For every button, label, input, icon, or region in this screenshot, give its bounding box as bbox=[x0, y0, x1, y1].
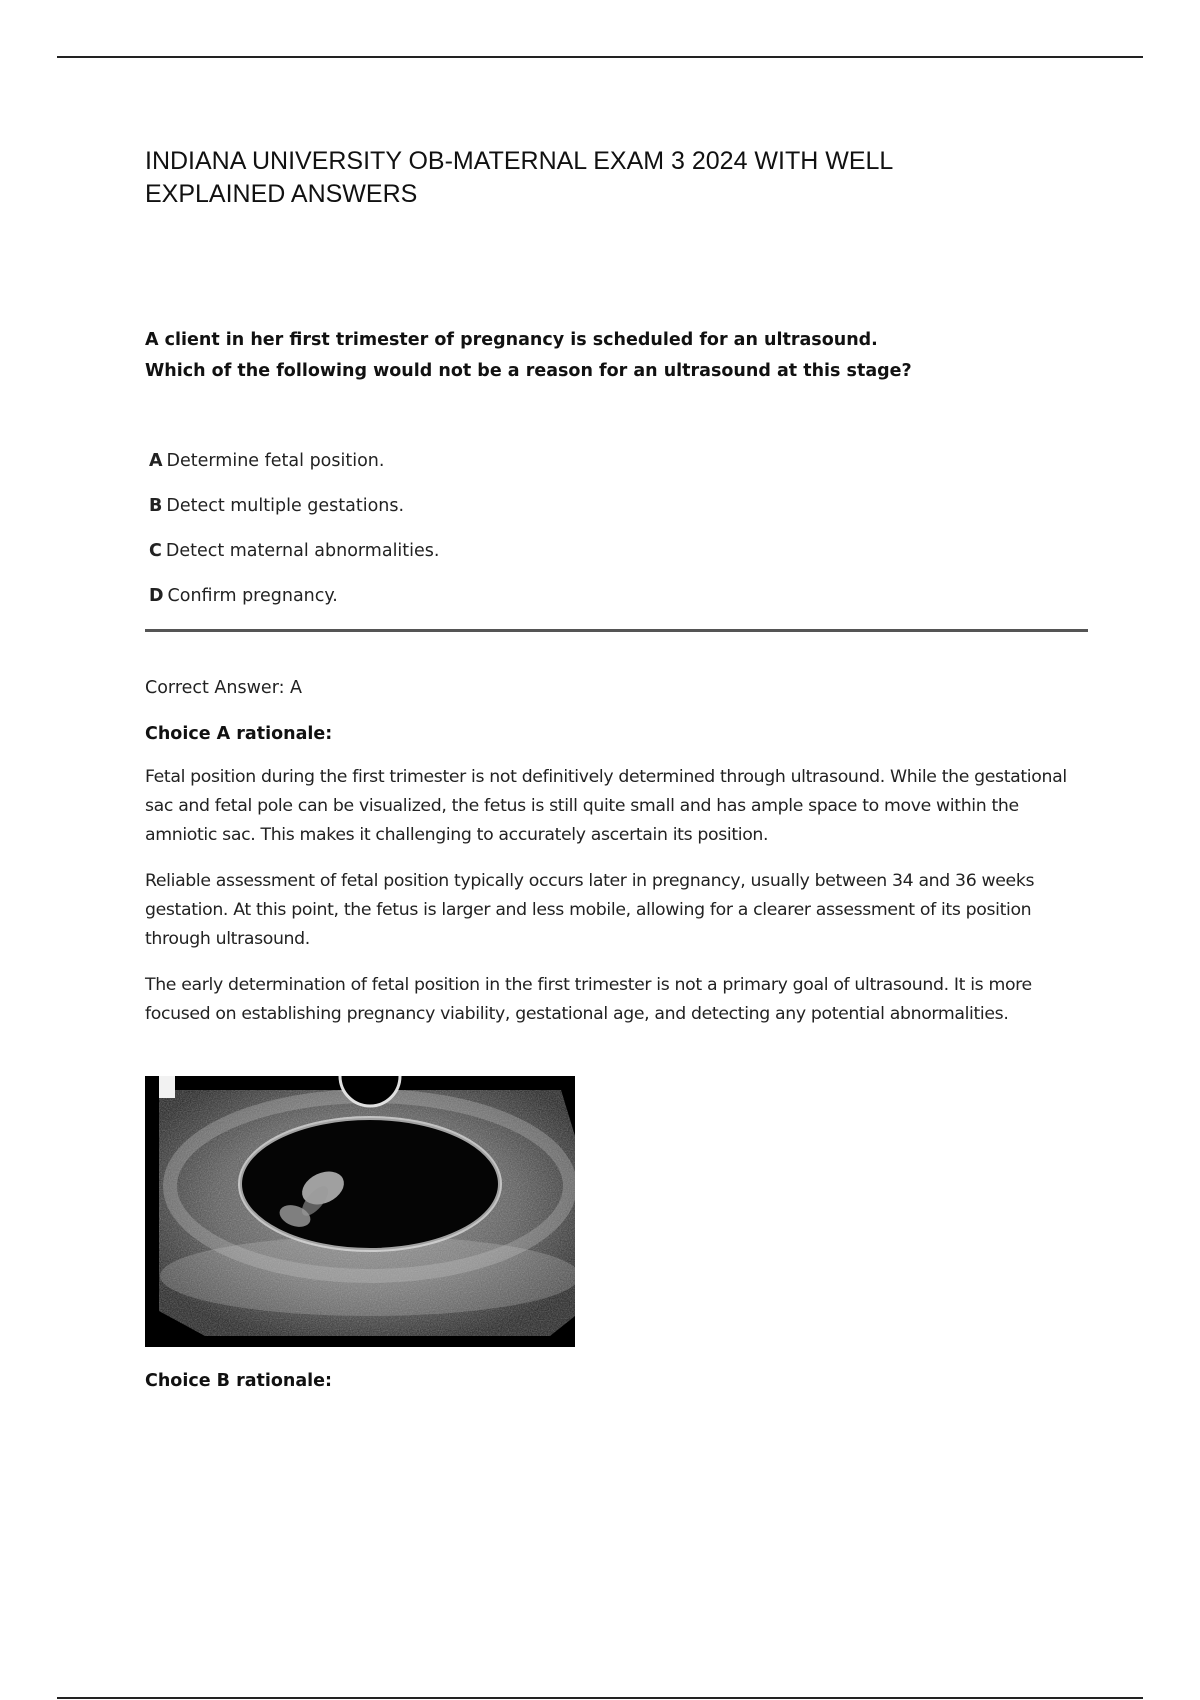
option-letter: B bbox=[149, 496, 163, 516]
ultrasound-image bbox=[145, 1076, 575, 1347]
option-letter: C bbox=[149, 541, 162, 561]
choice-b-heading: Choice B rationale: bbox=[145, 1371, 333, 1391]
choice-a-heading: Choice A rationale: bbox=[145, 724, 333, 744]
question-stem bbox=[145, 325, 1045, 387]
page-bottom-rule bbox=[57, 1697, 1143, 1699]
question-line: A client in her first trimester of pregnancy is scheduled for an ultrasound. bbox=[145, 330, 878, 350]
option-text: Determine fetal position. bbox=[166, 451, 385, 471]
option-d bbox=[149, 581, 439, 626]
option-letter: D bbox=[149, 586, 164, 606]
option-b bbox=[149, 491, 439, 536]
option-text: Detect multiple gestations. bbox=[166, 496, 405, 516]
page-top-rule bbox=[57, 56, 1143, 58]
rationale-paragraph: Fetal position during the first trimester is not definitively determined through ultrasound. While the gestational sac and fetal pole can be visualized, the fetus is still quite small and has ample space to move within the amniotic sac. This makes it challenging to accurately ascertain its position. bbox=[145, 767, 1067, 845]
correct-answer: Correct Answer: A bbox=[145, 678, 303, 698]
option-letter: A bbox=[149, 451, 163, 471]
option-c bbox=[149, 536, 439, 581]
document-title: INDIANA UNIVERSITY OB-MATERNAL EXAM 3 2024 WITH WELL EXPLAINED ANSWERS bbox=[145, 147, 893, 208]
section-divider bbox=[145, 629, 1088, 632]
option-a bbox=[149, 446, 439, 491]
question-line: Which of the following would not be a reason for an ultrasound at this stage? bbox=[145, 361, 912, 381]
rationale-paragraph: Reliable assessment of fetal position typically occurs later in pregnancy, usually between 34 and 36 weeks gestation. At this point, the fetus is larger and less mobile, allowing for a clearer assessment of its position through ultrasound. bbox=[145, 871, 1035, 949]
option-text: Detect maternal abnormalities. bbox=[165, 541, 440, 561]
option-text: Confirm pregnancy. bbox=[167, 586, 338, 606]
rationale-paragraph: The early determination of fetal position in the first trimester is not a primary goal of ultrasound. It is more focused on establishing pregnancy viability, gestational age, and detecting any potential abnormalities. bbox=[145, 975, 1032, 1024]
answer-options bbox=[149, 446, 439, 626]
